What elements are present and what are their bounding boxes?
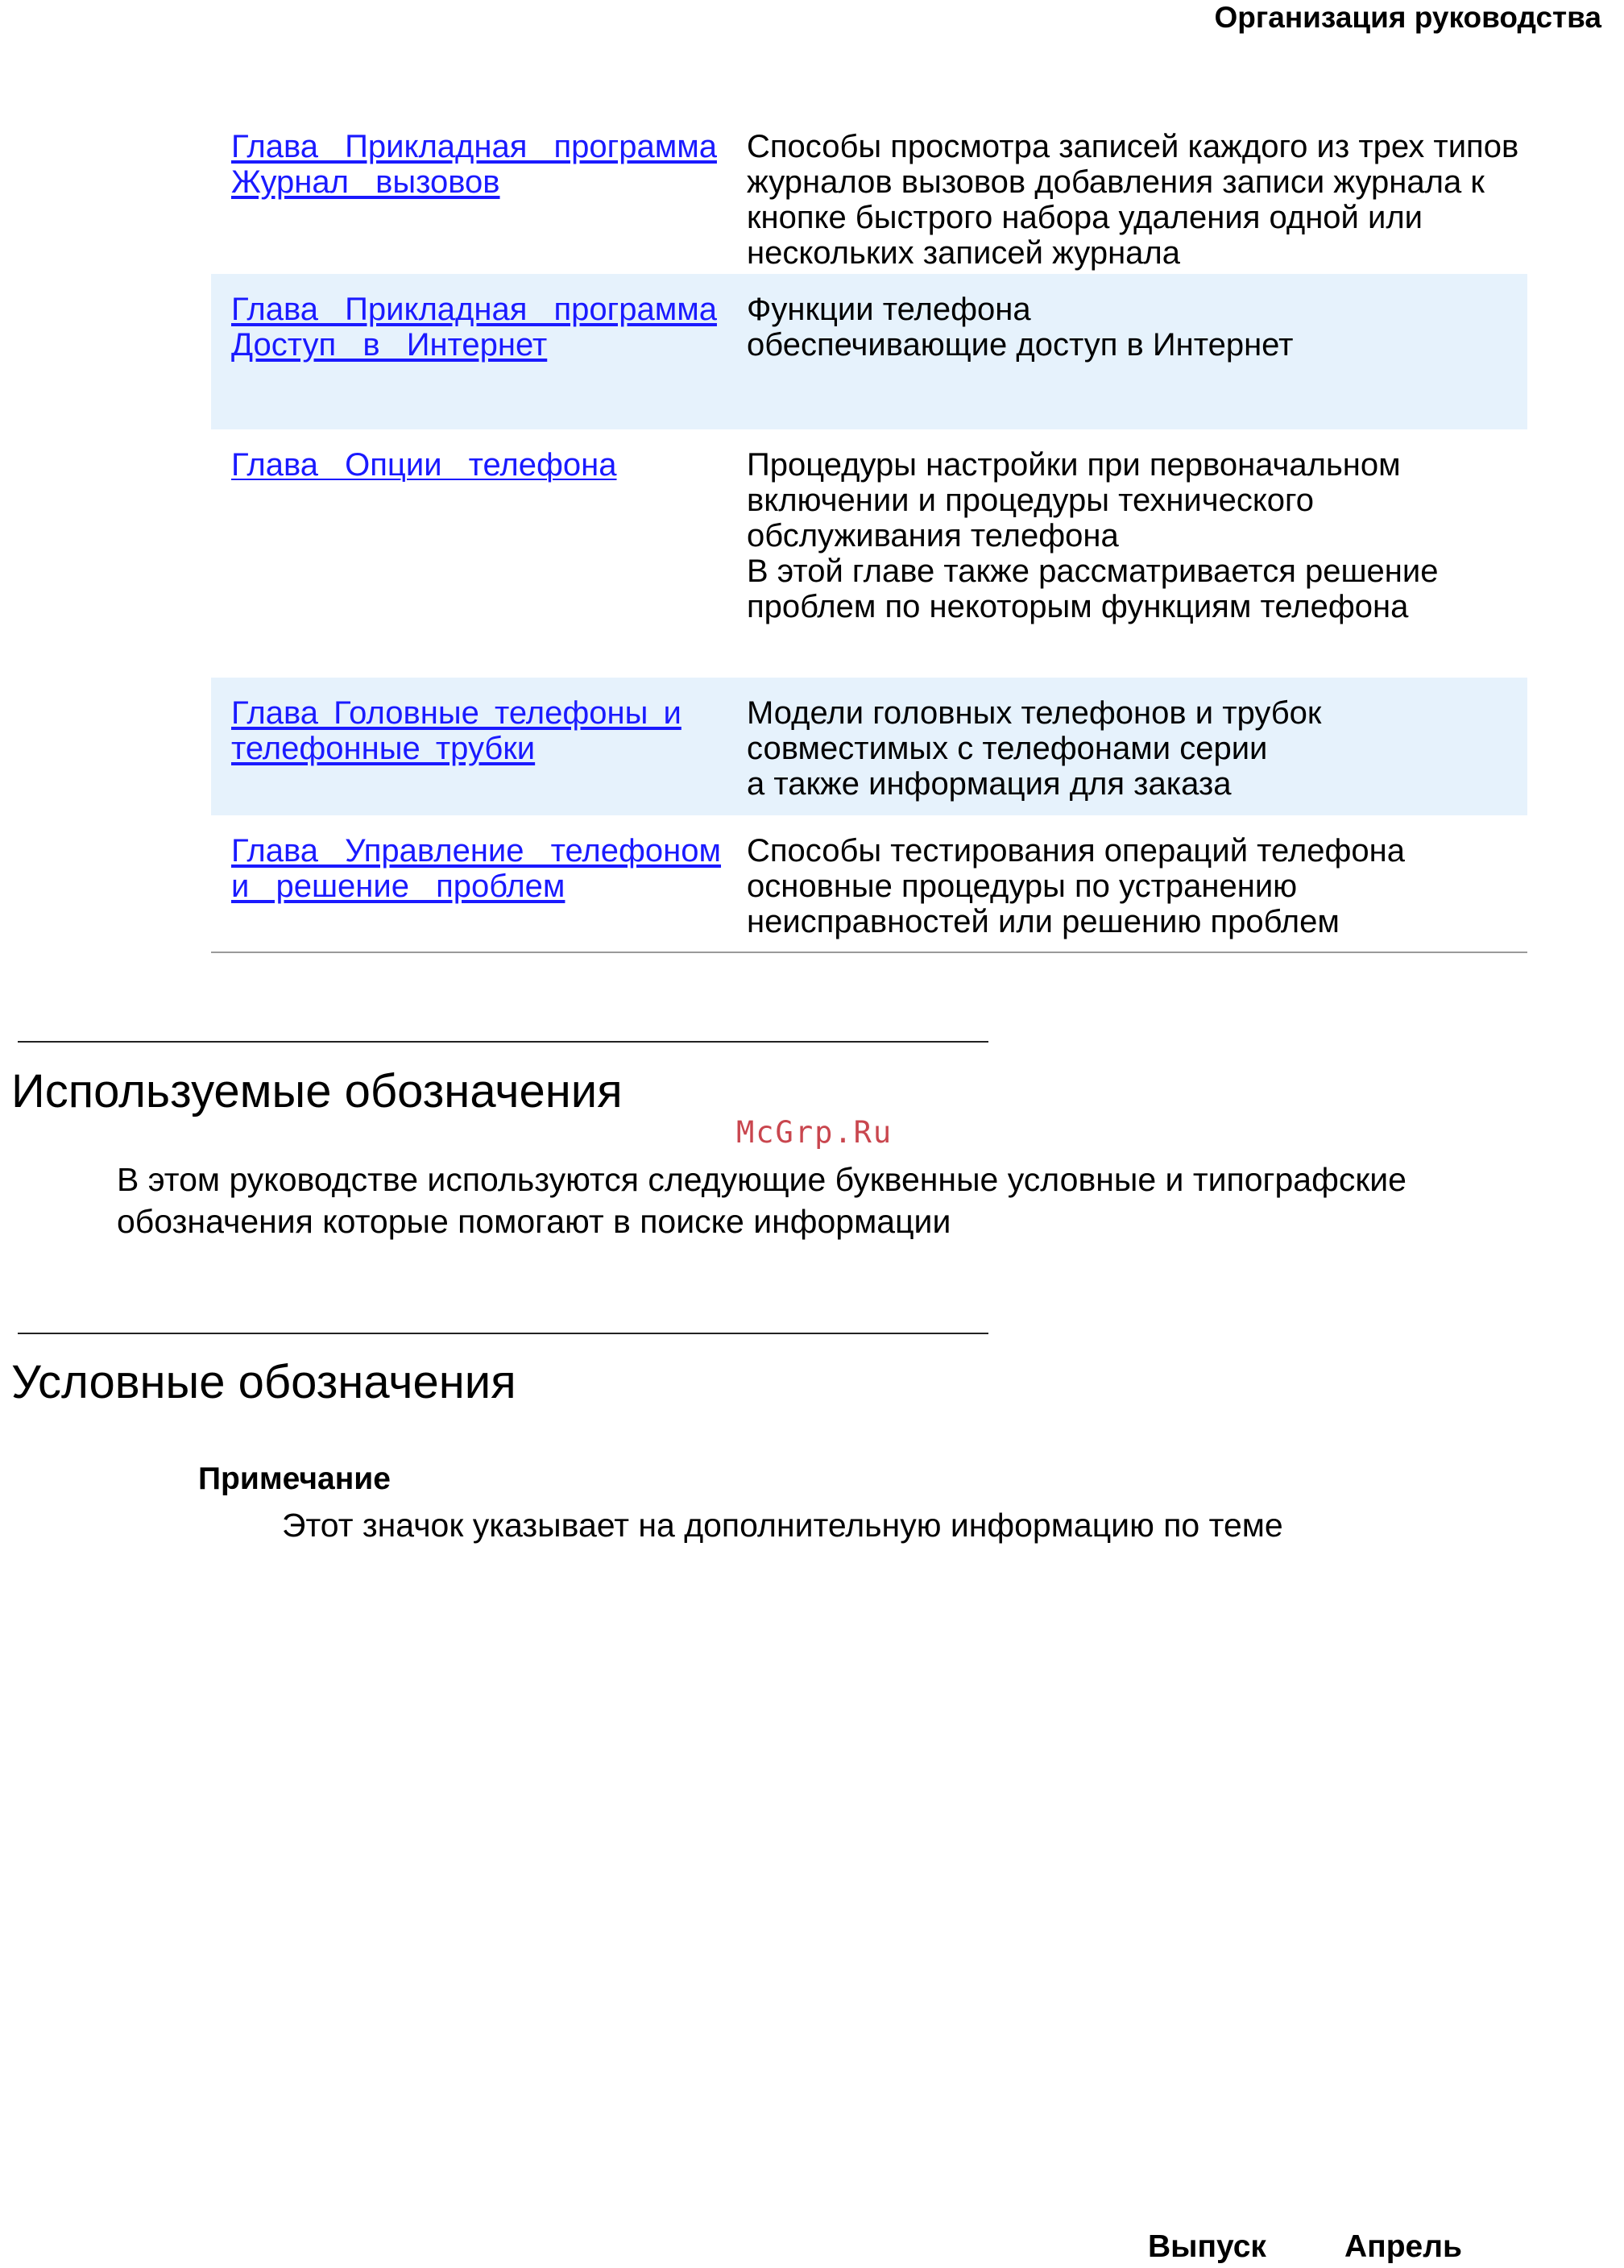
table-bottom-divider bbox=[211, 952, 1527, 953]
table-row bbox=[211, 815, 1527, 952]
page-footer bbox=[1148, 2227, 1462, 2267]
table-row bbox=[211, 678, 1527, 815]
chapter-link-internet[interactable]: Глава Прикладная программа Доступ в Интернет bbox=[231, 292, 717, 363]
table-row bbox=[211, 274, 1527, 429]
chapter-description: Способы просмотра записей каждого из трех типов журналов вызовов добавления записи журнала к кнопке быстрого набора удаления одной или нескольких записей журнала bbox=[747, 129, 1519, 271]
footer-month: Апрель bbox=[1344, 2229, 1462, 2264]
chapter-description: Процедуры настройки при первоначальном включении и процедуры технического обслуживания телефона В этой главе также рассматривается решение проблем по некоторым функциям телефона bbox=[747, 447, 1439, 624]
table-row bbox=[211, 129, 1527, 274]
intro-paragraph: В этом руководстве используются следующие буквенные условные и типографские обозначения которые помогают в поиске информации bbox=[117, 1161, 1406, 1240]
chapter-link-call-log[interactable]: Глава Прикладная программа Журнал вызовов bbox=[231, 129, 717, 200]
section-heading-symbols: Условные обозначения bbox=[11, 1356, 516, 1408]
chapter-description: Способы тестирования операций телефона основные процедуры по устранению неисправностей или решению проблем bbox=[747, 833, 1406, 939]
chapter-description: Модели головных телефонов и трубок совместимых с телефонами серии а также информация для заказа bbox=[747, 695, 1322, 802]
footer-issue: Выпуск bbox=[1148, 2229, 1266, 2264]
watermark: McGrp.Ru bbox=[736, 1115, 893, 1150]
page-header-title: Организация руководства bbox=[1214, 1, 1601, 34]
section-divider bbox=[18, 1041, 988, 1043]
chapter-link-phone-options[interactable]: Глава Опции телефона bbox=[231, 447, 617, 483]
chapter-table bbox=[211, 129, 1527, 952]
section-heading-conventions: Используемые обозначения bbox=[11, 1065, 623, 1117]
chapter-description: Функции телефона обеспечивающие доступ в Интернет bbox=[747, 292, 1294, 363]
chapter-link-headsets[interactable]: Глава Головные телефоны и телефонные трубки bbox=[231, 695, 682, 766]
note-text: Этот значок указывает на дополнительную информацию по теме bbox=[282, 1507, 1283, 1544]
table-row bbox=[211, 429, 1527, 678]
section-divider bbox=[18, 1333, 988, 1334]
chapter-link-troubleshooting[interactable]: Глава Управление телефоном и решение проблем bbox=[231, 833, 722, 904]
note-label: Примечание bbox=[198, 1462, 391, 1496]
